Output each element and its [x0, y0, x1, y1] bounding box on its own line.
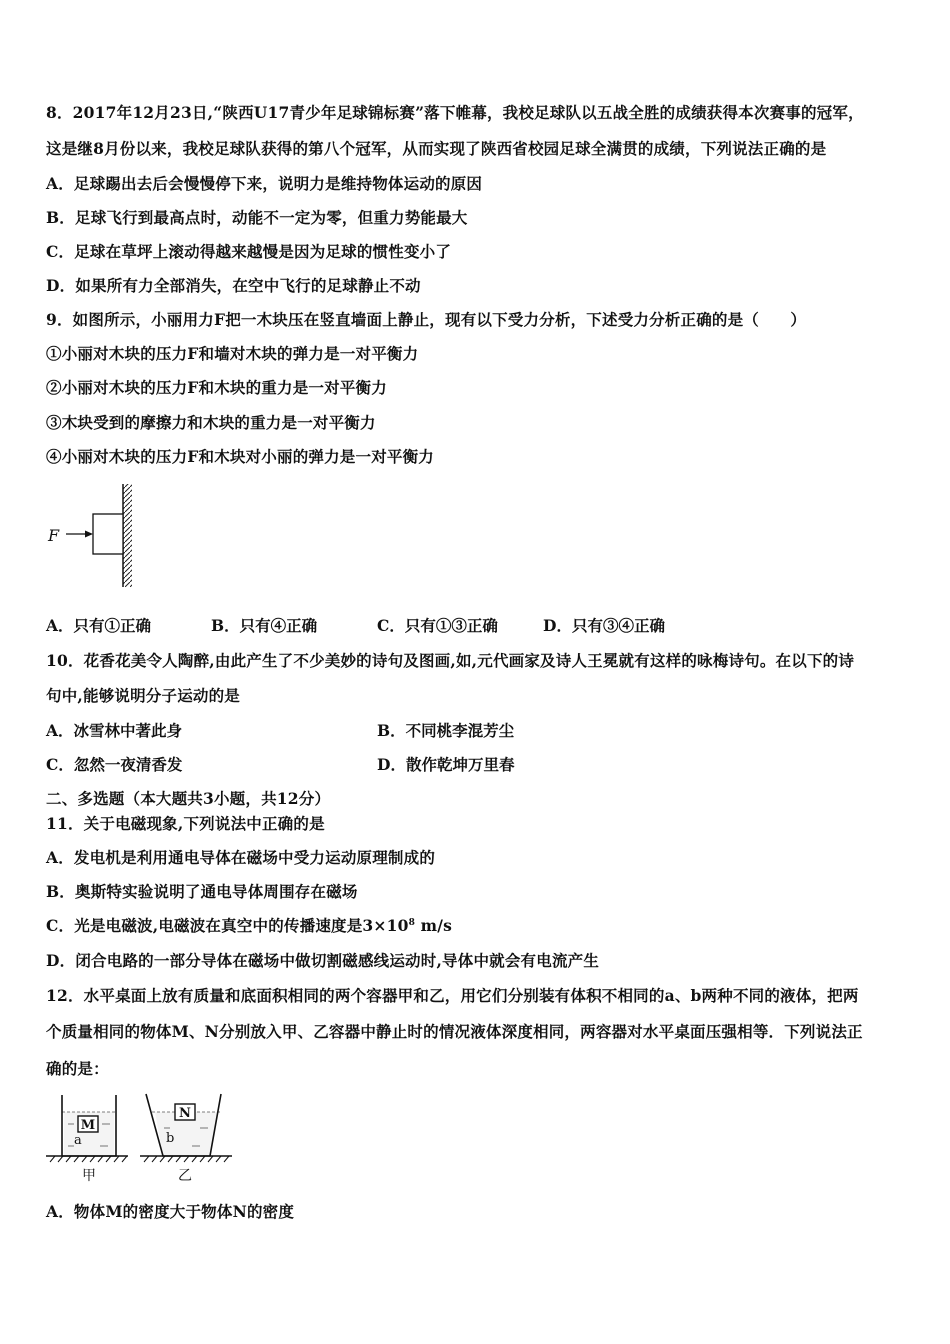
q8-option-d: D．如果所有力全部消失，在空中飞行的足球静止不动	[46, 276, 421, 295]
liquid-a-label: a	[74, 1133, 82, 1148]
q9-option-c: C．只有①③正确	[377, 616, 498, 635]
q8-option-b: B．足球飞行到最高点时，动能不一定为零，但重力势能最大	[46, 208, 468, 227]
q10-stem-line1: 10．花香花美令人陶醉,由此产生了不少美妙的诗句及图画,如,元代画家及诗人王冕就有这样的咏梅诗句。在以下的诗	[46, 651, 855, 670]
q11-option-b: B．奥斯特实验说明了通电导体周围存在磁场	[46, 882, 358, 901]
container-yi	[146, 1094, 222, 1156]
block-m-label: M	[80, 1118, 96, 1133]
q12-stem-line1: 12．水平桌面上放有质量和底面积相同的两个容器甲和乙，用它们分别装有体积不相同的a、b两种不同的液体，把两	[46, 986, 859, 1005]
q11-option-c-unit: m/s	[415, 916, 453, 935]
q10-option-a: A．冰雪林中著此身	[46, 721, 183, 740]
q12-option-a: A．物体M的密度大于物体N的密度	[46, 1202, 295, 1221]
q11-option-c	[46, 916, 452, 936]
section-2-heading: 二、多选题（本大题共3小题，共12分）	[46, 789, 331, 808]
q9-statement-3: ③木块受到的摩擦力和木块的重力是一对平衡力	[46, 413, 376, 432]
q9-option-b: B．只有④正确	[211, 616, 318, 635]
q10-option-d: D．散作乾坤万里春	[377, 755, 515, 774]
q11-stem: 11．关于电磁现象,下列说法中正确的是	[46, 814, 325, 833]
container-jia	[62, 1095, 116, 1156]
q12-stem-line2: 个质量相同的物体M、N分别放入甲、乙容器中静止时的情况液体深度相同，两容器对水平桌面压强相等．下列说法正	[46, 1022, 863, 1041]
wall-hatching	[123, 484, 132, 587]
q8-option-c: C．足球在草坪上滚动得越来越慢是因为足球的惯性变小了	[46, 242, 452, 261]
q10-stem-line2: 句中,能够说明分子运动的是	[46, 686, 240, 705]
q9-statement-2: ②小丽对木块的压力F和木块的重力是一对平衡力	[46, 378, 387, 397]
q9-force-diagram	[40, 482, 140, 588]
q11-option-d: D．闭合电路的一部分导体在磁场中做切割磁感线运动时,导体中就会有电流产生	[46, 951, 600, 970]
liquid-b-label: b	[166, 1131, 175, 1146]
q12-stem-line3: 确的是：	[46, 1059, 109, 1078]
q8-stem-line1: 8．2017年12月23日,“陕西U17青少年足球锦标赛”落下帷幕，我校足球队以五战全胜的成绩获得本次赛事的冠军，	[46, 103, 864, 122]
q10-option-c: C．忽然一夜清香发	[46, 755, 183, 774]
force-label-f: F	[48, 526, 60, 545]
q11-option-c-exponent: 8	[408, 917, 416, 928]
q9-option-a: A．只有①正确	[46, 616, 152, 635]
block-n-label: N	[179, 1106, 191, 1121]
force-arrow-head	[85, 531, 93, 538]
q9-stem: 9．如图所示，小丽用力F把一木块压在竖直墙面上静止，现有以下受力分析，下述受力分析正确的是（ ）	[46, 310, 807, 329]
container-label-yi: 乙	[178, 1168, 192, 1184]
q9-option-d: D．只有③④正确	[543, 616, 665, 635]
q9-statement-4: ④小丽对木块的压力F和木块对小丽的弹力是一对平衡力	[46, 447, 435, 466]
q11-option-a: A．发电机是利用通电导体在磁场中受力运动原理制成的	[46, 848, 436, 867]
container-label-jia: 甲	[82, 1168, 96, 1184]
table-surface	[46, 1156, 232, 1162]
q9-statement-1: ①小丽对木块的压力F和墙对木块的弹力是一对平衡力	[46, 344, 419, 363]
q11-option-c-text: C．光是电磁波,电磁波在真空中的传播速度是3×10	[46, 916, 409, 935]
wood-block	[93, 514, 123, 554]
q10-option-b: B．不同桃李混芳尘	[377, 721, 515, 740]
q8-stem-line2: 这是继8月份以来，我校足球队获得的第八个冠军，从而实现了陕西省校园足球全满贯的成绩，下列说法正确的是	[46, 139, 827, 158]
q12-containers-diagram	[42, 1090, 242, 1186]
q8-option-a: A．足球踢出去后会慢慢停下来，说明力是维持物体运动的原因	[46, 174, 483, 193]
